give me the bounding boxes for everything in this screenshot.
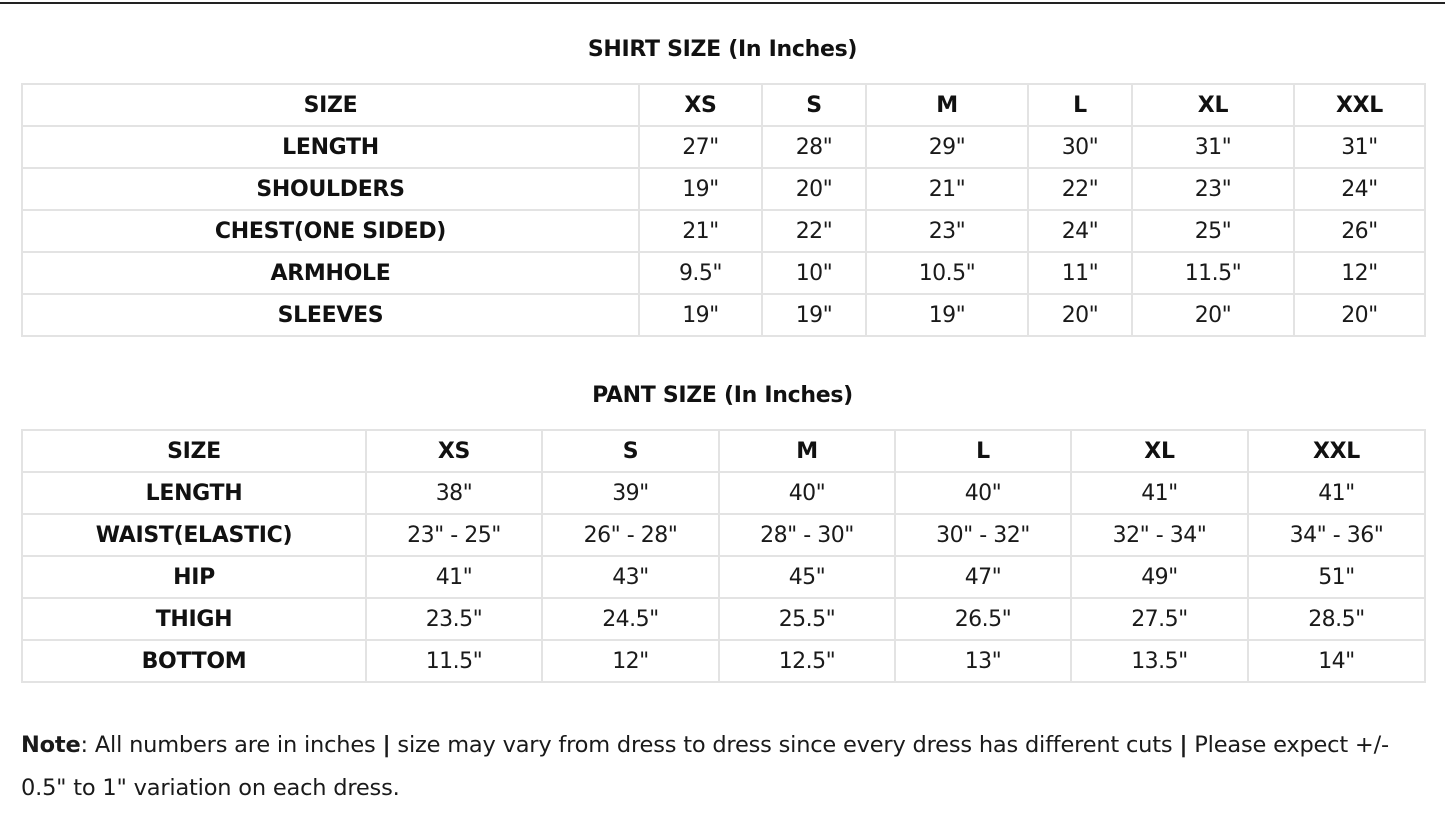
shirt-value-cell: 25"	[1132, 210, 1294, 252]
pant-value-cell: 40"	[719, 472, 895, 514]
shirt-value-cell: 24"	[1028, 210, 1132, 252]
shirt-header-cell: S	[762, 84, 866, 126]
pant-value-cell: 30" - 32"	[895, 514, 1071, 556]
shirt-value-cell: 11"	[1028, 252, 1132, 294]
shirt-table-row	[22, 294, 1425, 336]
pant-table-row	[22, 472, 1425, 514]
pant-value-cell: 24.5"	[542, 598, 719, 640]
pant-value-cell: 13"	[895, 640, 1071, 682]
pant-size-title: PANT SIZE (In Inches)	[592, 383, 853, 408]
note-separator-2: |	[1179, 732, 1188, 758]
shirt-value-cell: 21"	[639, 210, 762, 252]
pant-value-cell: 34" - 36"	[1248, 514, 1425, 556]
note-separator-1: |	[382, 732, 391, 758]
shirt-table-row	[22, 126, 1425, 168]
pant-table-body	[22, 430, 1425, 682]
shirt-table-row	[22, 168, 1425, 210]
shirt-value-cell: 19"	[639, 294, 762, 336]
pant-table-row	[22, 640, 1425, 682]
pant-header-cell: L	[895, 430, 1071, 472]
pant-value-cell: 51"	[1248, 556, 1425, 598]
pant-value-cell: 23" - 25"	[366, 514, 542, 556]
pant-value-cell: 13.5"	[1071, 640, 1248, 682]
shirt-value-cell: 22"	[1028, 168, 1132, 210]
shirt-header-cell: M	[866, 84, 1028, 126]
pant-value-cell: 41"	[366, 556, 542, 598]
pant-row-label: BOTTOM	[22, 640, 366, 682]
pant-header-cell: XL	[1071, 430, 1248, 472]
pant-value-cell: 39"	[542, 472, 719, 514]
shirt-value-cell: 19"	[639, 168, 762, 210]
size-note	[21, 724, 1421, 810]
note-text-2: size may vary from dress to dress since every dress has different cuts	[390, 732, 1180, 758]
pant-row-label: LENGTH	[22, 472, 366, 514]
pant-header-row	[22, 430, 1425, 472]
pant-row-label: THIGH	[22, 598, 366, 640]
shirt-value-cell: 11.5"	[1132, 252, 1294, 294]
shirt-value-cell: 29"	[866, 126, 1028, 168]
pant-value-cell: 25.5"	[719, 598, 895, 640]
shirt-size-table	[21, 83, 1426, 337]
pant-table-row	[22, 556, 1425, 598]
shirt-value-cell: 10"	[762, 252, 866, 294]
note-label: Note	[21, 732, 81, 758]
pant-value-cell: 43"	[542, 556, 719, 598]
shirt-value-cell: 19"	[866, 294, 1028, 336]
shirt-value-cell: 20"	[1028, 294, 1132, 336]
pant-value-cell: 27.5"	[1071, 598, 1248, 640]
shirt-value-cell: 26"	[1294, 210, 1425, 252]
pant-table-row	[22, 514, 1425, 556]
shirt-header-cell: L	[1028, 84, 1132, 126]
shirt-value-cell: 31"	[1294, 126, 1425, 168]
pant-header-cell: M	[719, 430, 895, 472]
pant-size-table	[21, 429, 1426, 683]
pant-header-cell: XS	[366, 430, 542, 472]
pant-value-cell: 38"	[366, 472, 542, 514]
shirt-value-cell: 23"	[1132, 168, 1294, 210]
shirt-value-cell: 27"	[639, 126, 762, 168]
pant-value-cell: 14"	[1248, 640, 1425, 682]
note-text-1: : All numbers are in inches	[80, 732, 383, 758]
shirt-header-cell: XXL	[1294, 84, 1425, 126]
shirt-value-cell: 24"	[1294, 168, 1425, 210]
pant-header-cell: SIZE	[22, 430, 366, 472]
shirt-header-cell: XL	[1132, 84, 1294, 126]
pant-value-cell: 12"	[542, 640, 719, 682]
shirt-value-cell: 28"	[762, 126, 866, 168]
pant-value-cell: 40"	[895, 472, 1071, 514]
pant-value-cell: 41"	[1071, 472, 1248, 514]
shirt-value-cell: 20"	[762, 168, 866, 210]
shirt-table-row	[22, 252, 1425, 294]
pant-table-row	[22, 598, 1425, 640]
pant-value-cell: 26.5"	[895, 598, 1071, 640]
top-divider	[0, 2, 1445, 4]
pant-value-cell: 28" - 30"	[719, 514, 895, 556]
shirt-value-cell: 30"	[1028, 126, 1132, 168]
shirt-value-cell: 22"	[762, 210, 866, 252]
pant-header-cell: XXL	[1248, 430, 1425, 472]
shirt-value-cell: 20"	[1294, 294, 1425, 336]
shirt-size-title: SHIRT SIZE (In Inches)	[587, 37, 858, 62]
shirt-table-row	[22, 210, 1425, 252]
shirt-row-label: SHOULDERS	[22, 168, 639, 210]
pant-row-label: WAIST(ELASTIC)	[22, 514, 366, 556]
shirt-header-row	[22, 84, 1425, 126]
shirt-row-label: ARMHOLE	[22, 252, 639, 294]
shirt-header-cell: XS	[639, 84, 762, 126]
shirt-value-cell: 23"	[866, 210, 1028, 252]
shirt-value-cell: 9.5"	[639, 252, 762, 294]
pant-value-cell: 49"	[1071, 556, 1248, 598]
note-text-3: Please expect +/- 0.5" to 1" variation on each dress.	[21, 732, 1389, 801]
pant-value-cell: 47"	[895, 556, 1071, 598]
shirt-value-cell: 31"	[1132, 126, 1294, 168]
pant-value-cell: 12.5"	[719, 640, 895, 682]
shirt-table-body	[22, 84, 1425, 336]
pant-value-cell: 45"	[719, 556, 895, 598]
pant-row-label: HIP	[22, 556, 366, 598]
pant-value-cell: 23.5"	[366, 598, 542, 640]
shirt-value-cell: 21"	[866, 168, 1028, 210]
shirt-row-label: CHEST(ONE SIDED)	[22, 210, 639, 252]
shirt-value-cell: 10.5"	[866, 252, 1028, 294]
pant-value-cell: 28.5"	[1248, 598, 1425, 640]
shirt-value-cell: 12"	[1294, 252, 1425, 294]
pant-value-cell: 11.5"	[366, 640, 542, 682]
pant-value-cell: 26" - 28"	[542, 514, 719, 556]
shirt-header-cell: SIZE	[22, 84, 639, 126]
shirt-row-label: SLEEVES	[22, 294, 639, 336]
pant-value-cell: 41"	[1248, 472, 1425, 514]
shirt-row-label: LENGTH	[22, 126, 639, 168]
shirt-value-cell: 19"	[762, 294, 866, 336]
shirt-value-cell: 20"	[1132, 294, 1294, 336]
pant-header-cell: S	[542, 430, 719, 472]
pant-value-cell: 32" - 34"	[1071, 514, 1248, 556]
